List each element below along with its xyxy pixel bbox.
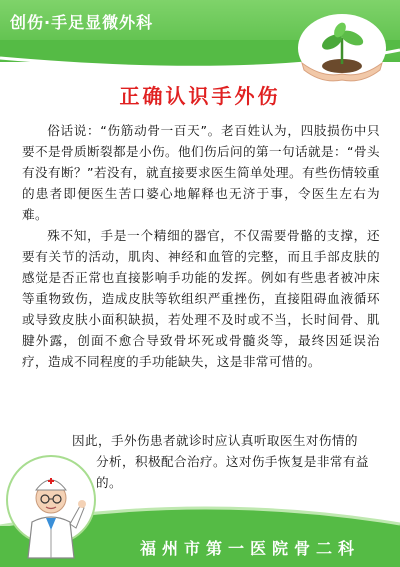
- paragraph-2: 殊不知，手是一个精细的器官，不仅需要骨骼的支撑，还要有关节的活动，肌肉、神经和血管的完整，而且手部皮肤的感觉是否正常也直接影响手功能的发挥。例如有些患者被冲床等重物致伤，造成皮肤等软组织严重挫伤，直接阻碍血液循环或导致皮肤小面积缺损，若处理不及时或不当，长时间骨、肌腱外露，创面不愈合导致骨坏死或骨髓炎等，最终因延误治疗，造成不同程度的手功能缺失，这是非常可惜的。: [22, 228, 380, 369]
- header-title: 创伤·手足显微外科: [10, 13, 154, 32]
- paragraph-1: 俗话说：“伤筋动骨一百天”。老百姓认为，四肢损伤中只要不是骨质断裂都是小伤。他们伤后问的第一句话就是：“骨头有没有断？”若没有，就直接要求医生简单处理。有些伤情较重的患者即便医生苦口婆心地解释也无济于事，令医生左右为难。: [22, 123, 380, 222]
- closing-paragraph: [72, 430, 382, 493]
- hands-sprout-icon: [292, 8, 388, 84]
- closing-line-1: 因此，手外伤患者就诊时应认真听取医生对伤情的: [72, 433, 358, 448]
- closing-line-2: 分析，积极配合治疗。这对伤手恢复是非常有益的。: [96, 454, 369, 490]
- article-body: [22, 120, 380, 372]
- footer-hospital-name: 福州市第一医院骨二科: [139, 539, 360, 558]
- doctor-icon: [6, 440, 96, 560]
- page-title: 正确认识手外伤: [119, 84, 281, 108]
